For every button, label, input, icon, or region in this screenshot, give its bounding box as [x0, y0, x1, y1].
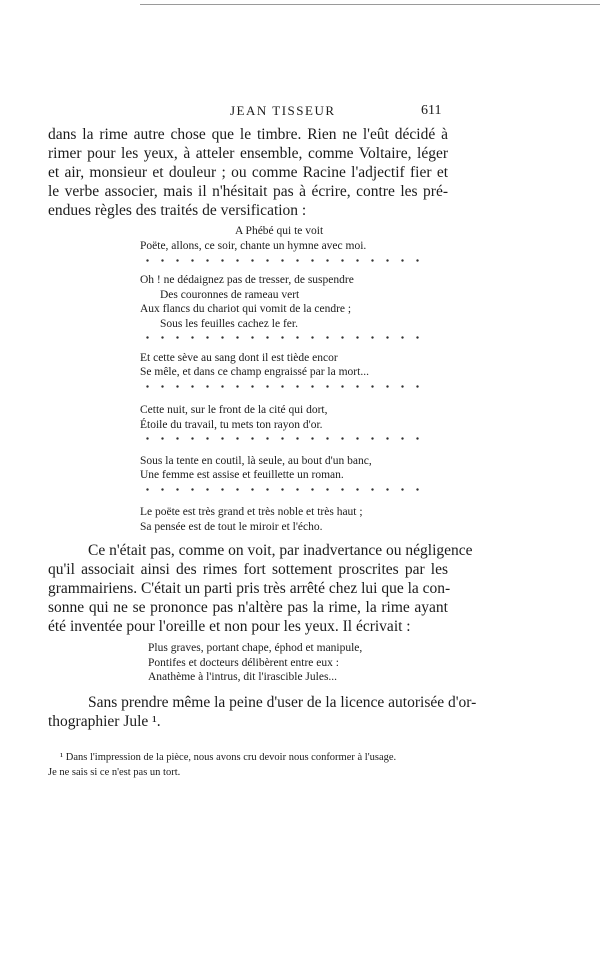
footnote-line-1: ¹ Dans l'impression de la pièce, nous avons cru devoir nous conformer à l'usage. [60, 752, 397, 763]
verse-line: Sous la tente en coutil, là seule, au bout d'un banc, [140, 455, 372, 467]
verse-line: Sa pensée est de tout le miroir et l'écho. [140, 521, 323, 533]
middle-line-4: sonne qui ne se prononce pas n'altère pas la rime, la rime ayant [48, 599, 448, 616]
ellipsis-dots [140, 488, 425, 491]
verse-line: Oh ! ne dédaignez pas de tresser, de suspendre [140, 274, 354, 286]
page-number: 611 [421, 103, 442, 118]
intro-line-5: endues règles des traités de versification : [48, 202, 307, 219]
verse-line: Et cette sève au sang dont il est tiède encor [140, 352, 338, 364]
verse-line: Pontifes et docteurs délibèrent entre eux : [148, 657, 339, 669]
closing-line-2: thographier Jule ¹. [48, 713, 161, 730]
verse-line: Se mêle, et dans ce champ engraissé par la mort... [140, 366, 369, 378]
middle-line-3: grammairiens. C'était un parti pris très arrêté chez lui que la con- [48, 580, 451, 597]
page-top-rule [140, 4, 600, 5]
verse-line: Anathème à l'intrus, dit l'irascible Jules... [148, 671, 338, 683]
running-title: JEAN TISSEUR [230, 103, 336, 118]
ellipsis-dots [140, 385, 425, 388]
verse-line: Une femme est assise et feuillette un roman. [140, 469, 344, 481]
closing-line-1: Sans prendre même la peine d'user de la licence autorisée d'or- [88, 694, 477, 711]
intro-line-4: le verbe associer, mais il n'hésitait pas à écrire, contre les pré- [48, 183, 448, 200]
middle-line-1: Ce n'était pas, comme on voit, par inadvertance ou négligence [88, 542, 473, 559]
ellipsis-dots [140, 437, 425, 440]
running-header [0, 103, 600, 123]
verse-line: Étoile du travail, tu mets ton rayon d'or. [140, 419, 323, 431]
verse-line: Cette nuit, sur le front de la cité qui dort, [140, 404, 328, 416]
ellipsis-dots [140, 259, 425, 262]
verse-line: Aux flancs du chariot qui vomit de la cendre ; [140, 303, 352, 315]
middle-line-5: été inventée pour l'oreille et non pour les yeux. Il écrivait : [48, 618, 411, 635]
verse-line: Le poëte est très grand et très noble et très haut ; [140, 506, 363, 518]
ellipsis-dots [140, 336, 425, 339]
intro-line-3: et air, monsieur et douleur ; ou comme Racine l'adjectif fier et [48, 164, 448, 181]
verse-line: Poëte, allons, ce soir, chante un hymne avec moi. [140, 240, 367, 252]
verse-line: Des couronnes de rameau vert [160, 289, 300, 301]
verse-line: A Phébé qui te voit [235, 225, 324, 237]
intro-line-1: dans la rime autre chose que le timbre. Rien ne l'eût décidé à [48, 126, 448, 143]
intro-line-2: rimer pour les yeux, à atteler ensemble, comme Voltaire, léger [48, 145, 448, 162]
verse-line: Plus graves, portant chape, éphod et manipule, [148, 642, 363, 654]
middle-line-2: qu'il associait ainsi des rimes fort sottement proscrites par les [48, 561, 448, 578]
verse-line: Sous les feuilles cachez le fer. [160, 318, 298, 330]
footnote-line-2: Je ne sais si ce n'est pas un tort. [48, 767, 181, 778]
